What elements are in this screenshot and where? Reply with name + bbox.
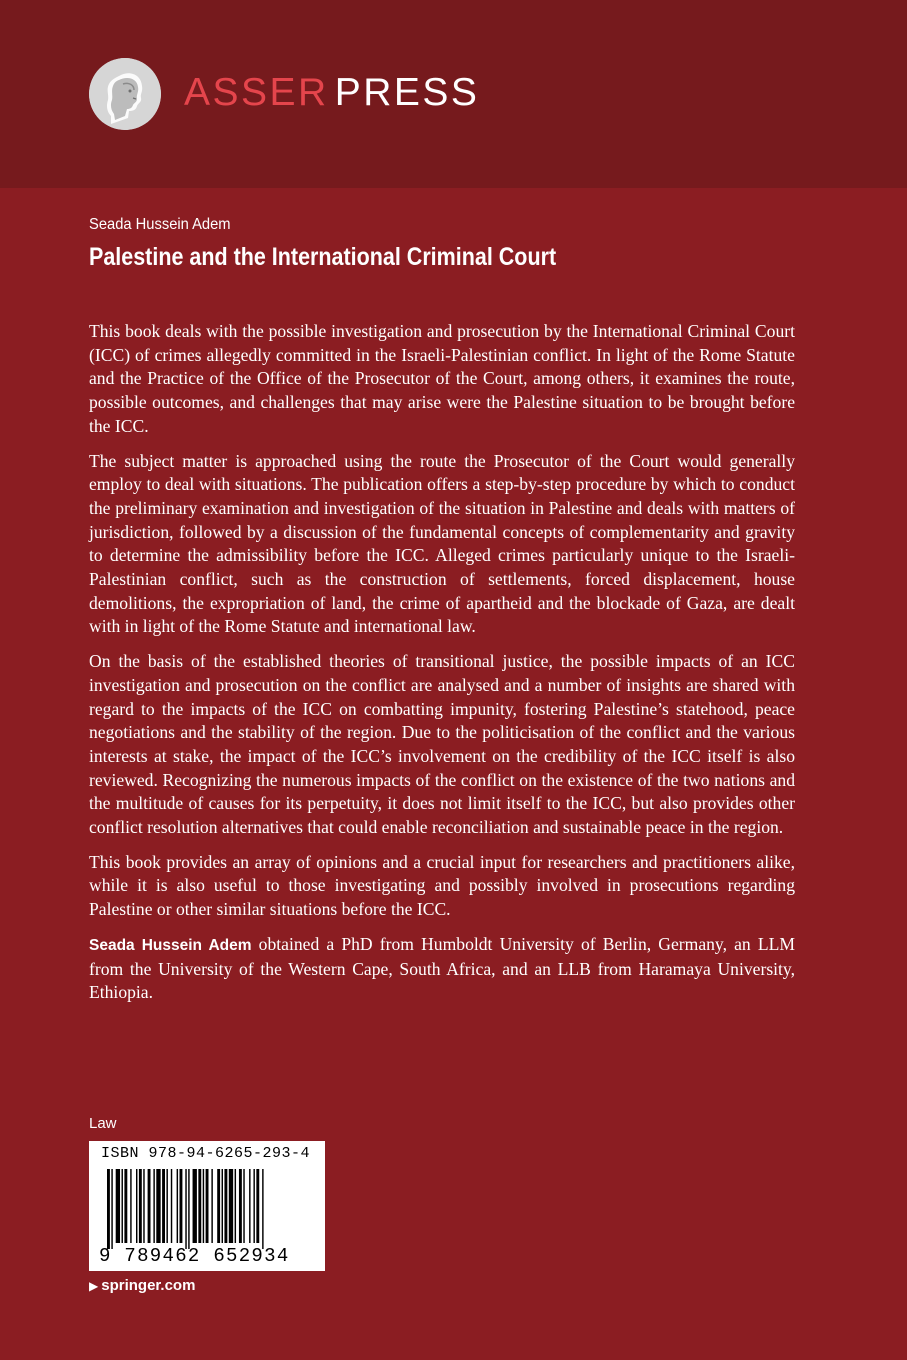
isbn-barcode-box: [89, 1141, 325, 1271]
barcode-icon: [107, 1169, 307, 1249]
subject-category: Law: [89, 1115, 117, 1132]
author-bio-text: obtained a PhD from Humboldt University of Berlin, Germany, an LLM from the University of the Western Cape, South Africa, and an LLB from Haramaya University, Ethiopia.: [89, 933, 795, 1003]
springer-link-text: springer.com: [101, 1277, 196, 1294]
brand-press: PRESS: [334, 71, 480, 114]
isbn-label: ISBN 978-94-6265-293-4: [101, 1145, 311, 1162]
springer-link[interactable]: [89, 1276, 195, 1296]
author-bio: [89, 933, 795, 1005]
blurb-paragraph-1: This book deals with the possible investigation and prosecution by the International Criminal Court (ICC) of crimes allegedly committed in the Israeli-Palestinian conflict. In light of the Rome Statute and the Practice of the Office of the Prosecutor of the Court, among others, it examines the route, possible outcomes, and challenges that may arise were the Palestine situation to be brought before the ICC.: [89, 321, 795, 436]
header-band: [0, 0, 907, 188]
asser-portrait-logo-icon: [89, 58, 161, 130]
blurb-paragraph-4: This book provides an array of opinions and a crucial input for researchers and practitioners alike, while it is also useful to those investigating and possibly involved in prosecutions regarding Palestine or other similar situations before the ICC.: [89, 851, 795, 920]
arrow-right-icon: ▶: [89, 1279, 99, 1293]
author-bio-name: Seada Hussein Adem: [89, 936, 252, 954]
book-author: Seada Hussein Adem: [89, 216, 231, 233]
barcode-digits: 9 789462 652934: [99, 1245, 290, 1267]
blurb-paragraph-3: On the basis of the established theories of transitional justice, the possible impacts of an ICC investigation and prosecution on the conflict are analysed and a number of insights are shared with regard to the impacts of the ICC on combatting impunity, fostering Palestine’s statehood, peace negotiations and the stability of the region. Due to the politicisation of the conflict and the various interests at stake, the impact of the ICC’s involvement on the credibility of the ICC itself is also reviewed. Recognizing the numerous impacts of the conflict on the existence of the two nations and the multitude of causes for its perpetuity, it does not limit itself to the ICC, but also provides other conflict resolution alternatives that could enable reconciliation and sustainable peace in the region.: [89, 651, 795, 838]
publisher-brand: [184, 70, 479, 116]
book-title: Palestine and the International Criminal Court: [89, 243, 557, 271]
blurb-paragraph-2: The subject matter is approached using the route the Prosecutor of the Court would generally employ to deal with situations. The publication offers a step-by-step procedure by which to conduct the preliminary examination and investigation of the situation in Palestine and deals with matters of jurisdiction, followed by a discussion of the fundamental concepts of complementarity and gravity to determine the admissibility before the ICC. Alleged crimes particularly unique to the Israeli-Palestinian conflict, such as the construction of settlements, forced displacement, house demolitions, the expropriation of land, the crime of apartheid and the blockade of Gaza, are dealt with in light of the Rome Statute and international law.: [89, 450, 795, 637]
blurb: [89, 320, 795, 1016]
brand-asser: ASSER: [184, 71, 329, 114]
